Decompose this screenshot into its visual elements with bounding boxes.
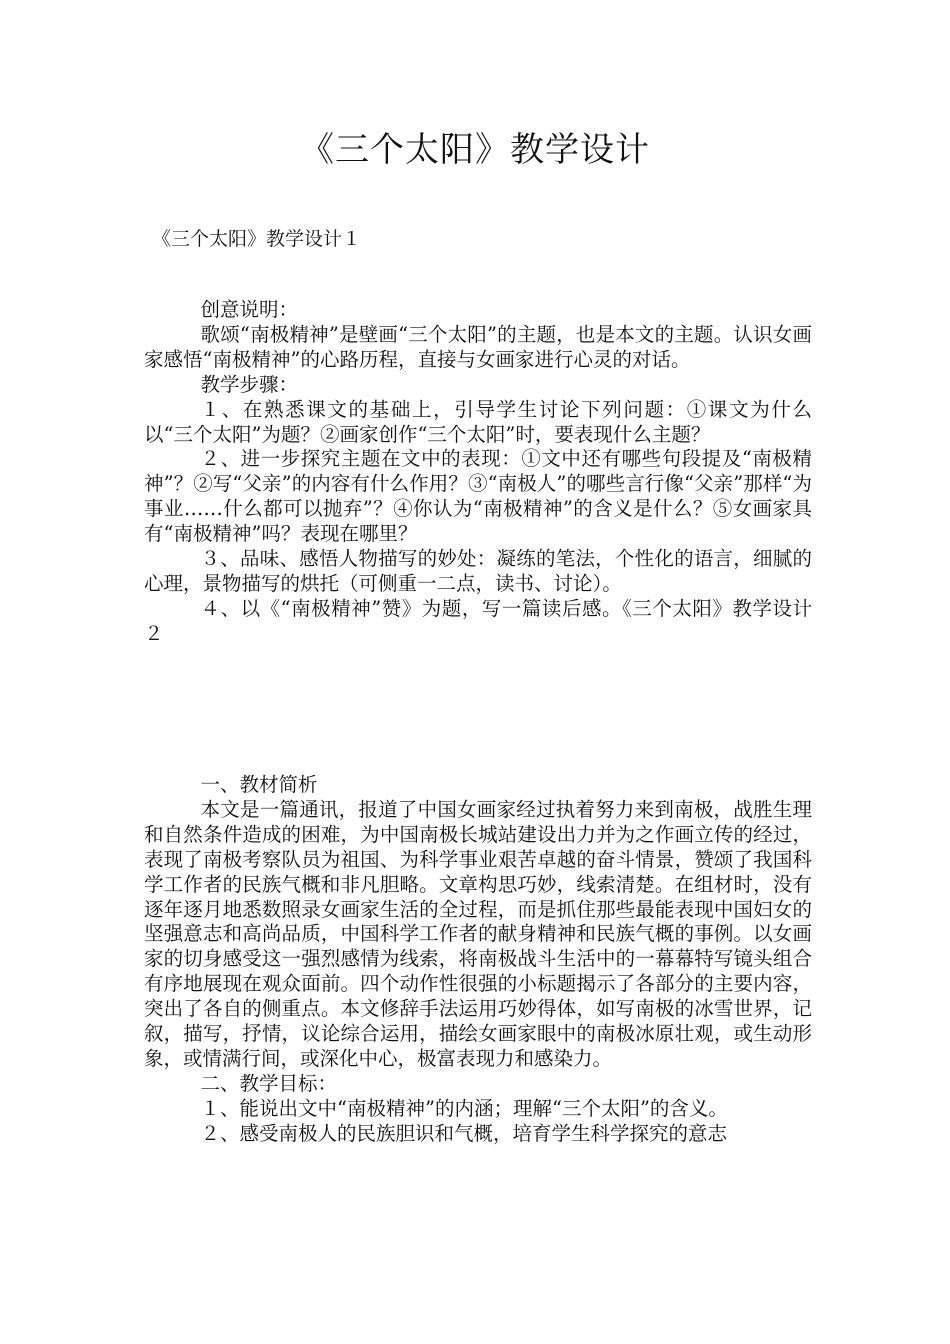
step-1: １、在熟悉课文的基础上，引导学生讨论下列问题：①课文为什么以“三个太阳”为题？②画家创作“三个太阳”时，要表现什么主题？ (144, 397, 812, 446)
creative-note-heading: 创意说明： (200, 298, 299, 321)
design-2-body (144, 773, 812, 1147)
step-3: ３、品味、感悟人物描写的妙处：凝练的笔法，个性化的语言，细腻的心理，景物描写的烘托（可侧重一二点，读书、讨论）。 (144, 547, 812, 595)
goal-1: １、能说出文中“南极精神”的内涵；理解“三个太阳”的含义。 (200, 1096, 728, 1120)
teaching-steps-heading: 教学步骤： (200, 372, 299, 396)
paragraph: 本文是一篇通讯，报道了中国女画家经过执着努力来到南极，战胜生理和自然条件造成的困难，为中国南极长城站建设出力并为之作画立传的经过，表现了南极考察队员为祖国、为科学事业艰苦卓越的奋斗情景，赞颂了我国科学工作者的民族气概和非凡胆略。文章构思巧妙，线索清楚。在组材时，没有逐年逐月地悉数照录女画家生活的全过程，而是抓住那些最能表现中国妇女的坚强意志和高尚品质，中国科学工作者的献身精神和民族气概的事例。以女画家的切身感受这一强烈感情为线索，将南极战斗生活中的一幕幕特写镜头组合有序地展现在观众面前。四个动作性很强的小标题揭示了各部分的主要内容，突出了各自的侧重点。本文修辞手法运用巧妙得体，如写南极的冰雪世界，记叙，描写，抒情，议论综合运用，描绘女画家眼中的南极冰原壮观，或生动形象，或情满行间，或深化中心，极富表现力和感染力。 (144, 797, 812, 1070)
step-4: ４、以《“南极精神”赞》为题，写一篇读后感。《三个太阳》教学设计２ (144, 596, 812, 645)
design-1-body (144, 298, 812, 647)
textbook-analysis-heading: 一、教材简析 (200, 773, 318, 796)
paragraph: 歌颂“南极精神”是壁画“三个太阳”的主题，也是本文的主题。认识女画家感悟“南极精神”的心路历程，直接与女画家进行心灵的对话。 (144, 322, 812, 371)
goal-2: ２、感受南极人的民族胆识和气概，培育学生科学探究的意志 (200, 1121, 728, 1145)
teaching-goals-heading: 二、教学目标： (200, 1071, 338, 1095)
document-title: 《三个太阳》教学设计 (300, 130, 650, 170)
section-heading: 《三个太阳》教学设计１ (152, 228, 362, 250)
step-2: ２、进一步探究主题在文中的表现：①文中还有哪些句段提及“南极精神”？②写“父亲”的内容有什么作用？③“南极人”的哪些言行像“父亲”那样“为事业……什么都可以抛弃”？④你认为“南极精神”的含义是什么？⑤女画家具有“南极精神”吗？表现在哪里？ (144, 447, 812, 546)
